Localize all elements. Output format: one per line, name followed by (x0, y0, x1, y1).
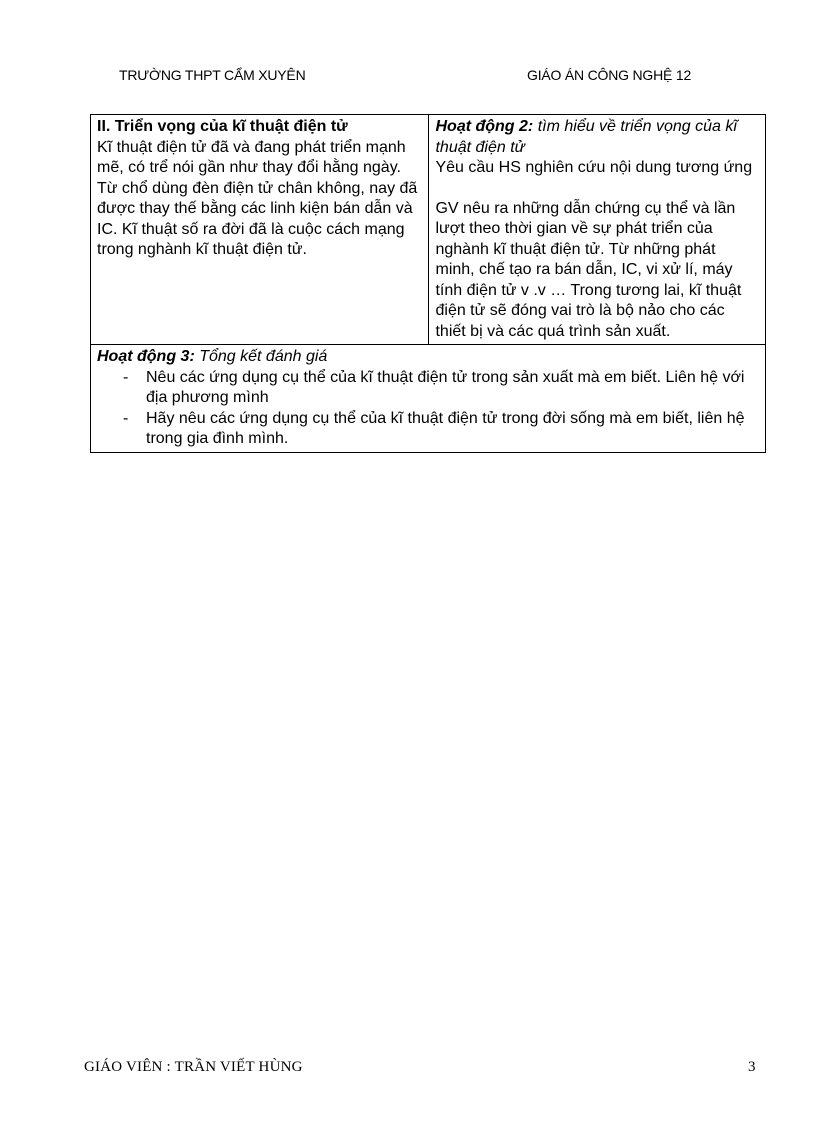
activity-2-para-1: Yêu cầu HS nghiên cứu nội dung tương ứng (435, 159, 753, 176)
activity-2-description: tìm hiểu về triển vọng của kĩ thuật điện tử (435, 118, 737, 156)
summary-cell (91, 345, 766, 453)
header-school-name: TRƯỜNG THPT CẨM XUYÊN (119, 67, 306, 83)
summary-list (97, 368, 759, 450)
list-item (123, 368, 759, 409)
activity-3-label: Hoạt động 3: (97, 348, 195, 365)
activity-3-heading (97, 347, 759, 368)
header-subject: GIÁO ÁN CÔNG NGHỆ 12 (527, 67, 692, 83)
lesson-row-summary (91, 345, 766, 453)
section-title: II. Triển vọng của kĩ thuật điện tử (97, 118, 348, 135)
list-item (123, 409, 759, 450)
activity-2-heading (435, 117, 759, 158)
content-cell (91, 115, 429, 345)
list-item-text: Hãy nêu các ứng dụng cụ thể của kĩ thuật điện tử trong đời sống mà em biết, liên hệ trong gia đình mình. (146, 409, 745, 447)
list-item-text: Nêu các ứng dụng cụ thể của kĩ thuật điện tử trong sản xuất mà em biết. Liên hệ với địa phương mình (146, 368, 745, 406)
paragraph-gap (435, 179, 759, 199)
list-dash: - (123, 368, 129, 386)
page-number: 3 (748, 1059, 756, 1075)
footer-teacher: GIÁO VIÊN : TRẦN VIẾT HÙNG (84, 1059, 303, 1075)
section-body: Kĩ thuật điện tử đã và đang phát triển mạnh mẽ, có trể nói gần như thay đổi hằng ngày. Từ chổ dùng đèn điện tử chân không, nay đã được thay thế bằng các linh kiện bán dẫn và IC. Kĩ thuật số ra đời đã là cuộc cách mạng trong nghành kĩ thuật điện tử. (97, 138, 418, 258)
activity-3-description: Tổng kết đánh giá (194, 348, 328, 365)
activity-2-label: Hoạt động 2: (435, 118, 534, 135)
activity-cell (429, 115, 766, 345)
list-dash: - (123, 409, 129, 427)
activity-2-para-2: GV nêu ra những dẫn chứng cụ thể và lần lượt theo thời gian về sự phát triển của nghành kĩ thuật điện tử. Từ những phát minh, chế tạo ra bán dẫn, IC, vi xử lí, máy tính điện tử v .v … Trong tương lai, kĩ thuật điện tử sẽ đóng vai trò là bộ nảo cho các thiết bị và các quá trình sản xuất. (435, 199, 742, 340)
lesson-table (90, 114, 766, 453)
lesson-row-content (91, 115, 766, 345)
